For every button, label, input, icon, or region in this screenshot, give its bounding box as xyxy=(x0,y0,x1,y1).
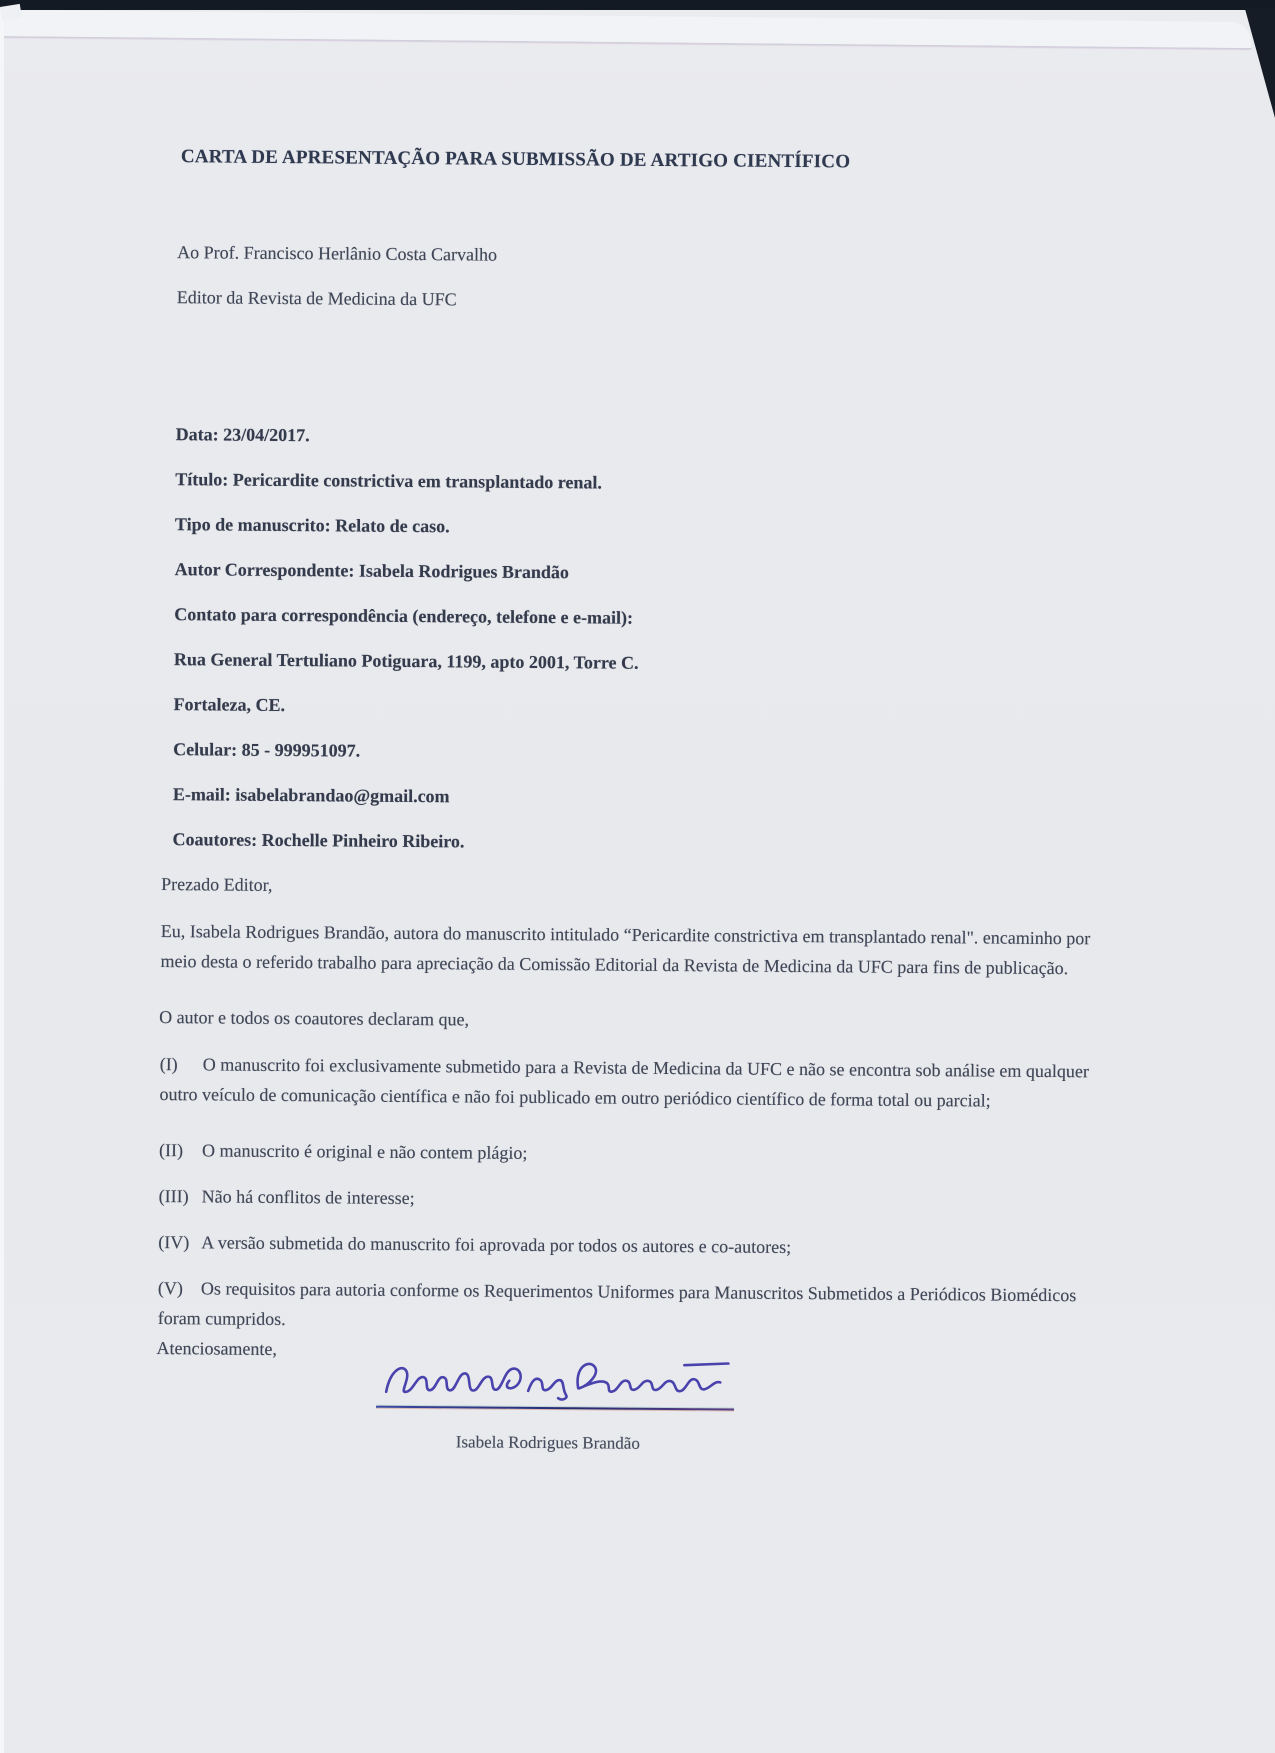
declaration-intro: O autor e todos os coautores declaram que, xyxy=(159,1007,470,1030)
signature-typed-name: Isabela Rodrigues Brandão xyxy=(455,1432,640,1453)
body-paragraph: Eu, Isabela Rodrigues Brandão, autora do manuscrito intitulado “Pericardite constrictiva em transplantado renal". encaminho por meio desta o referido trabalho para apreciação da Comissão Editorial da Revista de Medicina da UFC para fins de publicação. xyxy=(160,921,1091,979)
item-numeral: (I) xyxy=(159,1054,178,1075)
recipient-line: Editor da Revista de Medicina da UFC xyxy=(176,287,457,310)
item-numeral: (V) xyxy=(157,1278,184,1299)
item-numeral: (III) xyxy=(158,1186,189,1207)
field-coauthors: Coautores: Rochelle Pinheiro Ribeiro. xyxy=(172,829,465,852)
item-numeral: (II) xyxy=(158,1140,184,1161)
item-text: A versão submetida do manuscrito foi aprovada por todos os autores e co-autores; xyxy=(201,1232,792,1257)
item-text: O manuscrito foi exclusivamente submetido para a Revista de Medicina da UFC e não se encontra sob análise em qualquer outro veículo de comunicação científica e não foi publicado em outro periódico científico de forma total ou parcial; xyxy=(159,1054,1090,1111)
item-text: O manuscrito é original e não contem plágio; xyxy=(201,1140,528,1163)
handwritten-signature xyxy=(382,1354,732,1409)
field-manuscript-type: Tipo de manuscrito: Relato de caso. xyxy=(174,514,450,537)
field-address: Rua General Tertuliano Potiguara, 1199, apto 2001, Torre C. xyxy=(173,649,639,673)
item-text: Os requisitos para autoria conforme os Requerimentos Uniformes para Manuscritos Submetidos a Periódicos Biomédicos foram cumpridos. xyxy=(157,1278,1077,1330)
declaration-item-1 xyxy=(159,1049,1111,1116)
declaration-item-5 xyxy=(158,1273,1110,1340)
declaration-item-2 xyxy=(159,1135,1111,1172)
field-city: Fortaleza, CE. xyxy=(173,694,286,715)
recipient-line: Ao Prof. Francisco Herlânio Costa Carvalho xyxy=(177,242,498,265)
field-contact-label: Contato para correspondência (endereço, telefone e e-mail): xyxy=(174,604,634,628)
field-phone: Celular: 85 - 999951097. xyxy=(173,739,361,761)
letter-title: CARTA DE APRESENTAÇÃO PARA SUBMISSÃO DE ARTIGO CIENTÍFICO xyxy=(180,146,851,173)
field-date: Data: 23/04/2017. xyxy=(175,424,310,446)
field-title: Título: Pericardite constrictiva em transplantado renal. xyxy=(175,469,603,493)
item-numeral: (IV) xyxy=(158,1232,190,1253)
field-email: E-mail: isabelabrandao@gmail.com xyxy=(172,784,450,807)
field-corresponding-author: Autor Correspondente: Isabela Rodrigues Brandão xyxy=(174,559,570,583)
salutation: Prezado Editor, xyxy=(161,874,273,895)
declaration-item-3 xyxy=(159,1181,1111,1218)
item-text: Não há conflitos de interesse; xyxy=(201,1186,415,1209)
closing: Atenciosamente, xyxy=(156,1338,278,1359)
declaration-item-4 xyxy=(158,1227,1110,1264)
